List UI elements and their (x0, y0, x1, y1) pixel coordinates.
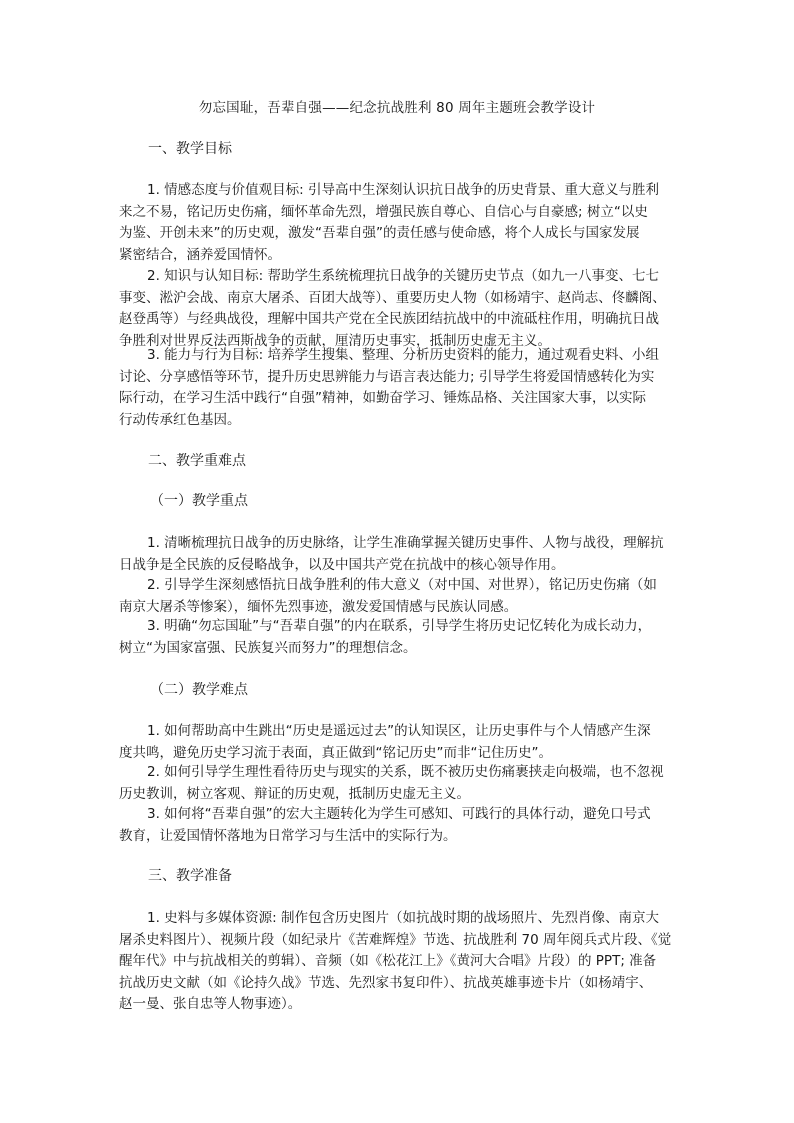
paragraph-line: 3. 能力与行为目标: 培养学生搜集、整理、分析历史资料的能力，通过观看史料、小组 (147, 347, 660, 363)
paragraph-line: 度共鸣，避免历史学习流于表面，真正做到“铭记历史”而非“记住历史”。 (119, 744, 552, 761)
paragraph-line: 历史教训，树立客观、辩证的历史观，抵制历史虚无主义。 (119, 785, 470, 802)
subheading-difficulty: （二）教学难点 (150, 682, 248, 698)
paragraph-line: 1. 情感态度与价值观目标: 引导高中生深刻认识抗日战争的历史背景、重大意义与胜利 (147, 182, 660, 198)
paragraph-line: 抗战历史文献（如《论持久战》节选、先烈家书复印件）、抗战英雄事迹卡片（如杨靖宇、 (119, 974, 653, 991)
focus-paragraph-3 (119, 616, 679, 659)
paragraph-line: 际行动，在学习生活中践行“自强”精神，如勤奋学习、锤炼品格、关注国家大事，以实际 (119, 390, 646, 406)
paragraph-line: 事变、淞沪会战、南京大屠杀、百团大战等）、重要历史人物（如杨靖宇、赵尚志、佟麟阁、 (119, 289, 666, 306)
paragraph-line: 1. 如何帮助高中生跳出“历史是遥远过去”的认知误区，让历史事件与个人情感产生深 (147, 723, 651, 739)
prep-paragraph-1 (119, 908, 679, 1016)
section-heading-keypoints: 二、教学重难点 (148, 453, 246, 469)
paragraph-line: 赵登禹等）与经典战役，理解中国共产党在全民族团结抗战中的中流砥柱作用，明确抗日战 (119, 311, 659, 327)
page-title: 勿忘国耻，吾辈自强——纪念抗战胜利 80 周年主题班会教学设计 (198, 100, 596, 116)
paragraph-line: 1. 史料与多媒体资源: 制作包含历史图片（如抗战时期的战场照片、先烈肖像、南京大 (147, 910, 660, 926)
paragraph-line: 行动传承红色基因。 (119, 411, 241, 428)
goal-paragraph-1 (119, 180, 679, 266)
subheading-focus: （一）教学重点 (150, 493, 248, 509)
section-heading-prep: 三、教学准备 (148, 868, 232, 884)
paragraph-line: 2. 引导学生深刻感悟抗日战争胜利的伟大意义（对中国、对世界），铭记历史伤痛（如 (147, 577, 657, 593)
paragraph-line: 来之不易，铭记历史伤痛，缅怀革命先烈，增强民族自尊心、自信心与自豪感; 树立“以史 (119, 203, 648, 220)
section-heading-goals: 一、教学目标 (148, 141, 232, 157)
goal-paragraph-3 (119, 345, 679, 431)
paragraph-line: 醒年代》中与抗战相关的剪辑）、音频（如《松花江上》《黄河大合唱》片段）的 PPT; 准备 (119, 953, 657, 969)
difficulty-paragraph-3 (119, 804, 679, 847)
paragraph-line: 南京大屠杀等惨案），缅怀先烈事迹，激发爱国情感与民族认同感。 (119, 598, 518, 615)
paragraph-line: 为鉴、开创未来”的历史观，激发“吾辈自强”的责任感与使命感，将个人成长与国家发展 (119, 225, 640, 241)
focus-paragraph-2 (119, 575, 679, 618)
paragraph-line: 1. 清晰梳理抗日战争的历史脉络，让学生准确掌握关键历史事件、人物与战役，理解抗 (147, 535, 664, 551)
paragraph-line: 日战争是全民族的反侵略战争，以及中国共产党在抗战中的核心领导作用。 (119, 556, 565, 573)
difficulty-paragraph-1 (119, 721, 679, 764)
difficulty-paragraph-2 (119, 762, 679, 805)
paragraph-line: 2. 如何引导学生理性看待历史与现实的关系，既不被历史伤痛裹挟走向极端，也不忽视 (147, 764, 664, 780)
paragraph-line: 争胜利对世界反法西斯战争的贡献，厘清历史事实，抵制历史虚无主义。 (119, 332, 551, 349)
paragraph-line: 树立“为国家富强、民族复兴而努力”的理想信念。 (119, 639, 417, 656)
paragraph-line: 讨论、分享感悟等环节，提升历史思辨能力与语言表达能力; 引导学生将爱国情感转化为实 (119, 368, 655, 385)
paragraph-line: 紧密结合，涵养爱国情怀。 (119, 246, 281, 263)
focus-paragraph-1 (119, 533, 679, 576)
paragraph-line: 3. 如何将“吾辈自强”的宏大主题转化为学生可感知、可践行的具体行动，避免口号式 (147, 806, 651, 822)
paragraph-line: 教育，让爱国情怀落地为日常学习与生活中的实际行为。 (119, 827, 457, 844)
paragraph-line: 屠杀史料图片）、视频片段（如纪录片《苦难辉煌》节选、抗战胜利 70 周年阅兵式片段、《觉 (119, 931, 672, 948)
goal-paragraph-2 (119, 266, 679, 352)
paragraph-line: 2. 知识与认知目标: 帮助学生系统梳理抗日战争的关键历史节点（如九一八事变、七七 (147, 268, 660, 284)
paragraph-line: 赵一曼、张自忠等人物事迹）。 (119, 996, 302, 1012)
paragraph-line: 3. 明确“勿忘国耻”与“吾辈自强”的内在联系，引导学生将历史记忆转化为成长动力， (147, 618, 652, 634)
